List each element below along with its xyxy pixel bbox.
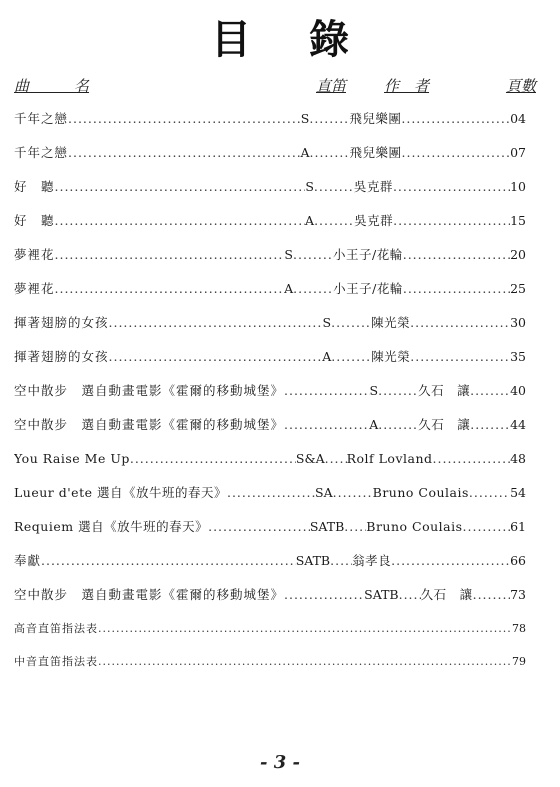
dot-leader [433, 442, 510, 476]
entry-title: 空中散步 選自動畫電影《霍爾的移動城堡》 [14, 417, 285, 432]
entry-page: 35 [510, 349, 526, 364]
entry-page: 78 [512, 622, 526, 635]
dot-leader [284, 578, 364, 612]
entry-title: 中音直笛指法表 [14, 655, 98, 668]
dot-leader [130, 442, 296, 476]
dot-leader [330, 544, 352, 578]
entry-voice: SATB [309, 519, 345, 534]
entry-composer: 飛兒樂團 [349, 145, 402, 160]
dot-leader [331, 306, 371, 340]
entry-page: 20 [510, 247, 526, 262]
dot-leader [402, 136, 510, 170]
entry-title: 揮著翅膀的女孩 [14, 315, 109, 330]
entry-page: 54 [510, 485, 526, 500]
entry-page: 15 [510, 213, 526, 228]
dot-leader [284, 374, 370, 408]
dot-leader [473, 578, 510, 612]
entry-composer: 陳光榮 [371, 315, 411, 330]
entry-page: 04 [510, 111, 526, 126]
entry-voice: SATB [364, 587, 399, 602]
dot-leader [227, 476, 315, 510]
toc-entry[interactable] [14, 170, 526, 204]
toc-entry[interactable] [14, 204, 526, 238]
entry-voice: S&A [295, 451, 325, 466]
entry-title: 夢裡花 [14, 281, 55, 296]
dot-leader [325, 442, 347, 476]
entry-composer: 久石 讓 [418, 417, 471, 432]
page-title: 目 錄 [211, 17, 371, 63]
entry-composer: 久石 讓 [418, 383, 471, 398]
dot-leader [109, 306, 323, 340]
entry-voice: SATB [295, 553, 331, 568]
entry-composer: 吳克群 [353, 179, 393, 194]
entry-composer: 小王子/花輪 [333, 247, 403, 262]
entry-composer: 久石 讓 [420, 587, 473, 602]
entry-title: Requiem 選自《放牛班的春天》 [14, 519, 209, 534]
entry-composer: Bruno Coulais [372, 485, 469, 500]
dot-leader [309, 102, 349, 136]
entry-voice: S [322, 315, 332, 330]
toc-entry[interactable] [14, 408, 526, 442]
entry-voice: S [284, 247, 293, 262]
toc-entry[interactable] [14, 645, 526, 678]
toc-entry[interactable] [14, 612, 526, 645]
toc-entry[interactable] [14, 306, 526, 340]
dot-leader [403, 238, 510, 272]
entry-voice: S [369, 383, 379, 398]
entry-page: 07 [510, 145, 526, 160]
entry-title: 高音直笛指法表 [14, 622, 98, 635]
dot-leader [55, 272, 285, 306]
entry-title: 千年之戀 [14, 145, 69, 160]
entry-voice: S [300, 111, 310, 126]
entry-composer: 翁孝良 [352, 553, 392, 568]
entry-title: 奉獻 [14, 553, 42, 568]
dot-leader [469, 476, 510, 510]
entry-page: 61 [510, 519, 526, 534]
entry-voice: A [305, 213, 315, 228]
toc-entry[interactable] [14, 136, 526, 170]
entry-voice: SA [315, 485, 333, 500]
dot-leader [403, 272, 510, 306]
dot-leader [310, 136, 350, 170]
dot-leader [55, 204, 306, 238]
entry-composer: 吳克群 [354, 213, 394, 228]
toc-entry[interactable] [14, 476, 526, 510]
toc-entry[interactable] [14, 102, 526, 136]
dot-leader [344, 510, 366, 544]
entry-title: 揮著翅膀的女孩 [14, 349, 109, 364]
dot-leader [393, 170, 510, 204]
entry-page: 25 [510, 281, 526, 296]
dot-leader [55, 170, 306, 204]
toc-entry[interactable] [14, 510, 526, 544]
dot-leader [410, 340, 510, 374]
entry-page: 73 [510, 587, 526, 602]
dot-leader [333, 476, 373, 510]
header-pages: 頁數 [505, 77, 536, 95]
dot-leader [314, 204, 354, 238]
header-song-name: 曲 名 [14, 77, 90, 95]
dot-leader [393, 204, 510, 238]
page-number: - 3 - [260, 752, 300, 773]
toc-entry[interactable] [14, 238, 526, 272]
dot-leader [391, 544, 510, 578]
header-recorder: 直笛 [316, 77, 347, 95]
entry-page: 66 [510, 553, 526, 568]
entry-composer: 飛兒樂團 [349, 111, 402, 126]
dot-leader [401, 102, 510, 136]
dot-leader [41, 544, 296, 578]
entry-voice: A [369, 417, 379, 432]
dot-leader [109, 340, 323, 374]
dot-leader [331, 340, 371, 374]
toc-entry[interactable] [14, 578, 526, 612]
toc-entry[interactable] [14, 374, 526, 408]
entry-title: You Raise Me Up [14, 451, 130, 466]
dot-leader [55, 238, 285, 272]
dot-leader [98, 612, 510, 645]
dot-leader [463, 510, 510, 544]
entry-composer: 陳光榮 [371, 349, 411, 364]
entry-page: 30 [510, 315, 526, 330]
toc-entry[interactable] [14, 340, 526, 374]
toc-entry[interactable] [14, 442, 526, 476]
entry-page: 40 [510, 383, 526, 398]
dot-leader [68, 102, 301, 136]
dot-leader [208, 510, 310, 544]
entry-voice: S [305, 179, 314, 194]
dot-leader [314, 170, 354, 204]
entry-voice: A [300, 145, 310, 160]
dot-leader [378, 408, 418, 442]
toc-entry[interactable] [14, 272, 526, 306]
dot-leader [98, 645, 510, 678]
entry-page: 48 [510, 451, 526, 466]
dot-leader [410, 306, 510, 340]
dot-leader [68, 136, 300, 170]
toc-list [14, 102, 526, 678]
header-author: 作 者 [384, 77, 430, 95]
entry-composer: 小王子/花輪 [333, 281, 403, 296]
dot-leader [378, 374, 418, 408]
entry-page: 44 [510, 417, 526, 432]
entry-composer: Rolf Lovland [346, 451, 433, 466]
toc-entry[interactable] [14, 544, 526, 578]
dot-leader [399, 578, 421, 612]
entry-voice: A [322, 349, 332, 364]
entry-title: Lueur d'ete 選自《放牛班的春天》 [14, 485, 227, 500]
entry-page: 10 [510, 179, 526, 194]
entry-voice: A [284, 281, 294, 296]
entry-composer: Bruno Coulais [366, 519, 463, 534]
entry-title: 好 聽 [14, 213, 55, 228]
dot-leader [293, 238, 333, 272]
entry-page: 79 [512, 655, 526, 668]
dot-leader [470, 374, 510, 408]
entry-title: 千年之戀 [14, 111, 69, 126]
entry-title: 夢裡花 [14, 247, 55, 262]
toc-header [14, 76, 536, 96]
dot-leader [470, 408, 510, 442]
entry-title: 空中散步 選自動畫電影《霍爾的移動城堡》 [14, 587, 285, 602]
dot-leader [293, 272, 333, 306]
dot-leader [284, 408, 369, 442]
entry-title: 好 聽 [14, 179, 55, 194]
entry-title: 空中散步 選自動畫電影《霍爾的移動城堡》 [14, 383, 285, 398]
